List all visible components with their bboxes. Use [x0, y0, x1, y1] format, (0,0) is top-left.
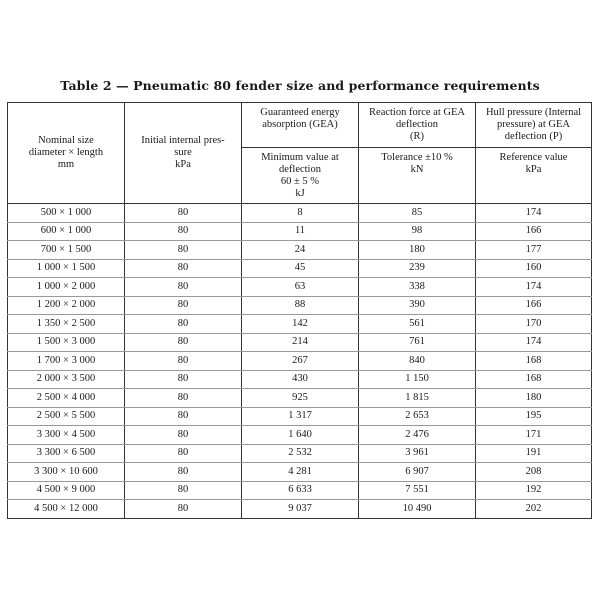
cell-hull-pressure: 174 — [476, 204, 592, 223]
cell-initial-pressure: 80 — [125, 204, 242, 223]
table-row — [8, 407, 592, 426]
cell-hull-pressure: 174 — [476, 333, 592, 352]
header-reaction-sub-unit: kN — [410, 164, 424, 175]
table-row — [8, 389, 592, 408]
cell-nominal-size: 2 500 × 5 500 — [8, 407, 125, 426]
header-initial-pressure-line2: sure — [174, 147, 192, 158]
header-hull-pressure — [476, 103, 592, 148]
cell-initial-pressure: 80 — [125, 333, 242, 352]
cell-nominal-size: 1 000 × 1 500 — [8, 259, 125, 278]
cell-reaction-force: 1 815 — [359, 389, 476, 408]
cell-initial-pressure: 80 — [125, 370, 242, 389]
cell-initial-pressure: 80 — [125, 444, 242, 463]
cell-nominal-size: 500 × 1 000 — [8, 204, 125, 223]
cell-hull-pressure: 191 — [476, 444, 592, 463]
fender-spec-table — [7, 102, 592, 519]
cell-reaction-force: 3 961 — [359, 444, 476, 463]
cell-reaction-force: 6 907 — [359, 463, 476, 482]
header-hull-line1: Hull pressure (Internal — [485, 107, 582, 118]
cell-initial-pressure: 80 — [125, 296, 242, 315]
header-nominal-size-unit: mm — [57, 159, 75, 170]
table-row — [8, 481, 592, 500]
cell-nominal-size: 3 300 × 4 500 — [8, 426, 125, 445]
cell-reaction-force: 7 551 — [359, 481, 476, 500]
cell-reaction-force: 761 — [359, 333, 476, 352]
cell-initial-pressure: 80 — [125, 278, 242, 297]
cell-gea: 45 — [242, 259, 359, 278]
header-gea-sub-unit: kJ — [295, 188, 305, 199]
cell-gea: 8 — [242, 204, 359, 223]
cell-initial-pressure: 80 — [125, 481, 242, 500]
cell-reaction-force: 2 653 — [359, 407, 476, 426]
header-reaction-sub — [359, 148, 476, 204]
header-reaction-sub-line1: Tolerance ±10 % — [381, 152, 453, 163]
cell-initial-pressure: 80 — [125, 352, 242, 371]
cell-gea: 1 640 — [242, 426, 359, 445]
header-reaction-force — [359, 103, 476, 148]
cell-hull-pressure: 192 — [476, 481, 592, 500]
cell-reaction-force: 10 490 — [359, 500, 476, 519]
cell-gea: 925 — [242, 389, 359, 408]
cell-reaction-force: 98 — [359, 222, 476, 241]
table-row — [8, 333, 592, 352]
cell-gea: 2 532 — [242, 444, 359, 463]
cell-hull-pressure: 166 — [476, 296, 592, 315]
cell-gea: 11 — [242, 222, 359, 241]
cell-reaction-force: 1 150 — [359, 370, 476, 389]
cell-hull-pressure: 168 — [476, 370, 592, 389]
cell-hull-pressure: 177 — [476, 241, 592, 260]
header-nominal-size — [8, 103, 125, 204]
cell-nominal-size: 700 × 1 500 — [8, 241, 125, 260]
cell-hull-pressure: 160 — [476, 259, 592, 278]
header-hull-line2: pressure) at GEA — [497, 119, 570, 130]
header-gea-line1: Guaranteed energy — [260, 107, 340, 118]
cell-nominal-size: 2 500 × 4 000 — [8, 389, 125, 408]
table-body — [8, 204, 592, 519]
header-gea — [242, 103, 359, 148]
cell-hull-pressure: 208 — [476, 463, 592, 482]
cell-gea: 9 037 — [242, 500, 359, 519]
cell-initial-pressure: 80 — [125, 222, 242, 241]
cell-reaction-force: 840 — [359, 352, 476, 371]
cell-nominal-size: 1 700 × 3 000 — [8, 352, 125, 371]
cell-initial-pressure: 80 — [125, 259, 242, 278]
header-nominal-size-line1: Nominal size — [38, 135, 94, 146]
cell-initial-pressure: 80 — [125, 389, 242, 408]
cell-gea: 4 281 — [242, 463, 359, 482]
cell-reaction-force: 561 — [359, 315, 476, 334]
header-reaction-line1: Reaction force at GEA — [369, 107, 465, 118]
cell-gea: 142 — [242, 315, 359, 334]
cell-nominal-size: 1 000 × 2 000 — [8, 278, 125, 297]
table-row — [8, 463, 592, 482]
table-row — [8, 296, 592, 315]
header-initial-pressure — [125, 103, 242, 204]
table-row — [8, 315, 592, 334]
table-row — [8, 352, 592, 371]
header-reaction-line2: deflection — [396, 119, 438, 130]
cell-reaction-force: 390 — [359, 296, 476, 315]
header-initial-pressure-line1: Initial internal pres- — [141, 135, 225, 146]
cell-nominal-size: 3 300 × 6 500 — [8, 444, 125, 463]
cell-gea: 63 — [242, 278, 359, 297]
cell-hull-pressure: 170 — [476, 315, 592, 334]
table-row — [8, 426, 592, 445]
header-hull-sub-unit: kPa — [525, 164, 542, 175]
header-hull-sub — [476, 148, 592, 204]
header-gea-line2: absorption (GEA) — [262, 119, 338, 130]
header-gea-sub — [242, 148, 359, 204]
cell-hull-pressure: 195 — [476, 407, 592, 426]
header-gea-sub-line2: deflection — [279, 164, 321, 175]
cell-hull-pressure: 166 — [476, 222, 592, 241]
cell-reaction-force: 180 — [359, 241, 476, 260]
cell-hull-pressure: 180 — [476, 389, 592, 408]
cell-hull-pressure: 202 — [476, 500, 592, 519]
cell-initial-pressure: 80 — [125, 407, 242, 426]
header-gea-sub-line3: 60 ± 5 % — [280, 176, 320, 187]
cell-nominal-size: 600 × 1 000 — [8, 222, 125, 241]
cell-initial-pressure: 80 — [125, 241, 242, 260]
cell-nominal-size: 1 350 × 2 500 — [8, 315, 125, 334]
table-row — [8, 500, 592, 519]
cell-nominal-size: 3 300 × 10 600 — [8, 463, 125, 482]
table-row — [8, 222, 592, 241]
header-gea-sub-line1: Minimum value at — [261, 152, 339, 163]
cell-reaction-force: 338 — [359, 278, 476, 297]
header-hull-sub-line1: Reference value — [499, 152, 568, 163]
header-nominal-size-line2: diameter × length — [28, 147, 104, 158]
cell-gea: 6 633 — [242, 481, 359, 500]
cell-reaction-force: 2 476 — [359, 426, 476, 445]
cell-gea: 214 — [242, 333, 359, 352]
cell-initial-pressure: 80 — [125, 426, 242, 445]
cell-nominal-size: 1 200 × 2 000 — [8, 296, 125, 315]
cell-gea: 267 — [242, 352, 359, 371]
cell-reaction-force: 85 — [359, 204, 476, 223]
cell-initial-pressure: 80 — [125, 315, 242, 334]
header-reaction-line3: (R) — [410, 131, 424, 142]
cell-nominal-size: 1 500 × 3 000 — [8, 333, 125, 352]
cell-initial-pressure: 80 — [125, 500, 242, 519]
cell-initial-pressure: 80 — [125, 463, 242, 482]
cell-hull-pressure: 168 — [476, 352, 592, 371]
cell-nominal-size: 4 500 × 12 000 — [8, 500, 125, 519]
table-row — [8, 444, 592, 463]
cell-hull-pressure: 174 — [476, 278, 592, 297]
header-initial-pressure-unit: kPa — [175, 159, 191, 170]
table-row — [8, 278, 592, 297]
cell-nominal-size: 4 500 × 9 000 — [8, 481, 125, 500]
cell-hull-pressure: 171 — [476, 426, 592, 445]
table-title: Table 2 — Pneumatic 80 fender size and performance requirements — [60, 78, 540, 93]
cell-gea: 24 — [242, 241, 359, 260]
cell-gea: 88 — [242, 296, 359, 315]
table-row — [8, 204, 592, 223]
cell-nominal-size: 2 000 × 3 500 — [8, 370, 125, 389]
header-hull-line3: deflection (P) — [504, 131, 563, 142]
cell-gea: 1 317 — [242, 407, 359, 426]
table-row — [8, 241, 592, 260]
table-row — [8, 370, 592, 389]
cell-gea: 430 — [242, 370, 359, 389]
table-row — [8, 259, 592, 278]
cell-reaction-force: 239 — [359, 259, 476, 278]
